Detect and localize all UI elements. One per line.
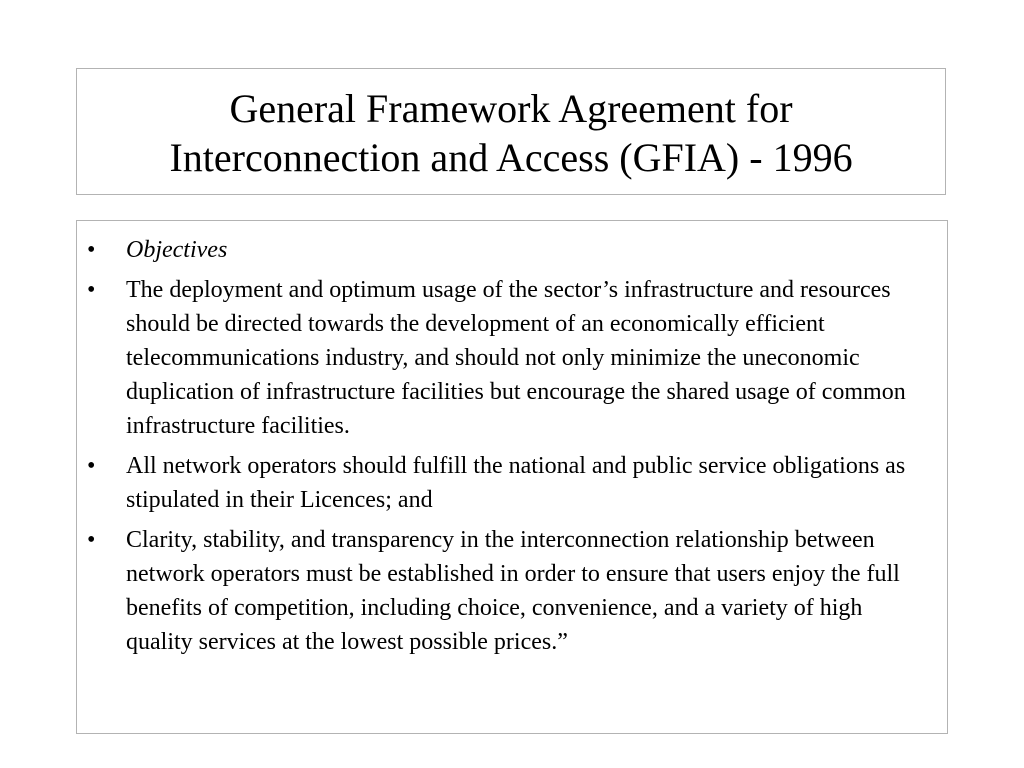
- slide-title-line-1: General Framework Agreement for: [229, 85, 793, 131]
- slide-title-box: [76, 68, 946, 195]
- slide-body-box: [76, 220, 948, 734]
- bullet-list: [77, 221, 947, 659]
- bullet-marker: •: [87, 277, 96, 303]
- bullet-marker: •: [87, 237, 96, 263]
- bullet-marker: •: [87, 453, 96, 479]
- slide-title-line-2: Interconnection and Access (GFIA) - 1996: [169, 134, 853, 180]
- bullet-item-objectives: [77, 233, 927, 267]
- bullet-marker: •: [87, 527, 96, 553]
- bullet-text-objectives: Objectives: [126, 237, 228, 263]
- bullet-text-obligations: All network operators should fulfill the national and public service obligations as stipulated in their Licences; and: [126, 453, 906, 513]
- slide-title: [169, 82, 852, 182]
- bullet-item-obligations: [77, 449, 927, 517]
- bullet-item-infrastructure: [77, 273, 927, 443]
- bullet-item-clarity: [77, 523, 927, 659]
- bullet-text-infrastructure: The deployment and optimum usage of the sector’s infrastructure and resources should be directed towards the development of an economically efficient telecommunications industry, and should not only minimize the uneconomic duplication of infrastructure facilities but encourage the shared usage of common infrastructure facilities.: [126, 277, 906, 439]
- bullet-text-clarity: Clarity, stability, and transparency in the interconnection relationship between network operators must be established in order to ensure that users enjoy the full benefits of competition, including choice, convenience, and a variety of high quality services at the lowest possible prices.”: [126, 527, 900, 655]
